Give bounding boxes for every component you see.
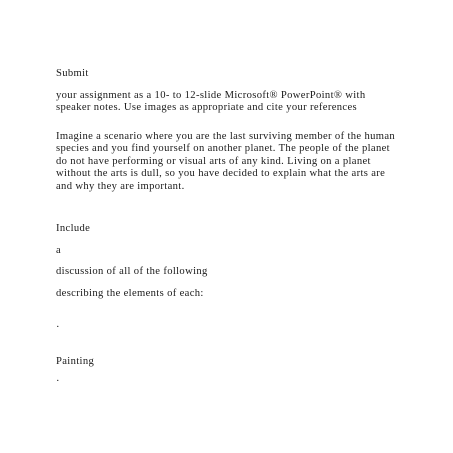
paragraph-describing: describing the elements of each: [56,288,204,299]
bullet-marker: · [56,376,60,387]
bullet-marker: · [56,322,60,333]
paragraph-discussion: discussion of all of the following [56,266,208,277]
paragraph-submit: Submit [56,68,89,79]
paragraph-painting: Painting [56,356,95,367]
paragraph-include: Include [56,223,91,234]
paragraph-scenario: Imagine a scenario where you are the last surviving member of the human species and you find yourself on another planet. The people of the planet do not have performing or visual arts of any kind. Living on a planet without the arts is dull, so you have decided to explain what the arts are and why they are important. [56,131,396,192]
paragraph-a: a [56,245,62,256]
paragraph-assignment: your assignment as a 10- to 12-slide Microsoft® PowerPoint® with speaker notes. Use images as appropriate and cite your references [56,90,366,114]
